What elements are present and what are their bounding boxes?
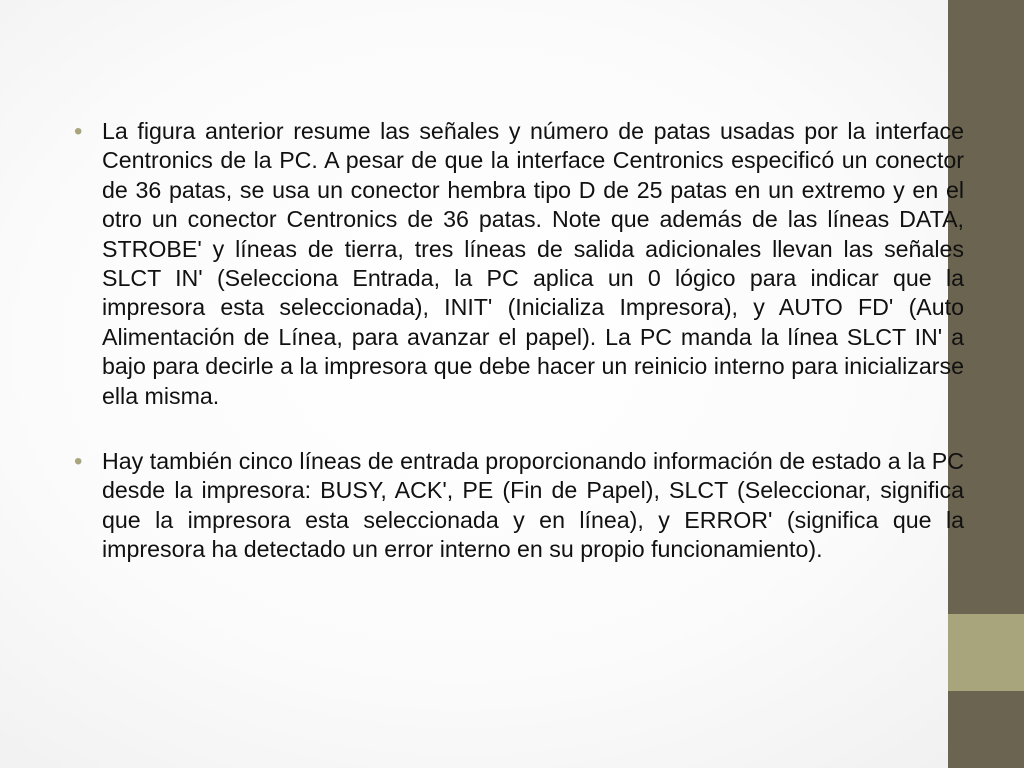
paragraph-centronics-output-lines: La figura anterior resume las señales y número de patas usadas por la interface Centronics de la PC. A pesar de que la interface Centronics especificó un conector de 36 patas, se usa un conector hembra tipo D de 25 patas en un extremo y en el otro un conector Centronics de 36 patas. Note que además de las líneas DATA, STROBE' y líneas de tierra, tres líneas de salida adicionales llevan las señales SLCT IN' (Selecciona Entrada, la PC aplica un 0 lógico para indicar que la impresora esta seleccionada), INIT' (Inicializa Impresora), y AUTO FD' (Auto Alimentación de Línea, para avanzar el papel). La PC manda la línea SLCT IN' a bajo para decirle a la impresora que debe hacer un reinicio interno para inicializarse ella misma. [102, 118, 964, 409]
paragraph-status-input-lines: Hay también cinco líneas de entrada proporcionando información de estado a la PC desde la impresora: BUSY, ACK', PE (Fin de Papel), SLCT (Seleccionar, significa que la impresora esta seleccionada y en línea), y ERROR' (significa que la impresora ha detectado un error interno en su propio funcionamiento). [102, 448, 964, 563]
slide-body [74, 117, 964, 601]
bullet-icon: • [74, 118, 83, 145]
bullet-item [74, 117, 964, 411]
bullet-item [74, 447, 964, 565]
bullet-icon: • [74, 448, 83, 476]
decorative-accent-block [948, 614, 1024, 691]
